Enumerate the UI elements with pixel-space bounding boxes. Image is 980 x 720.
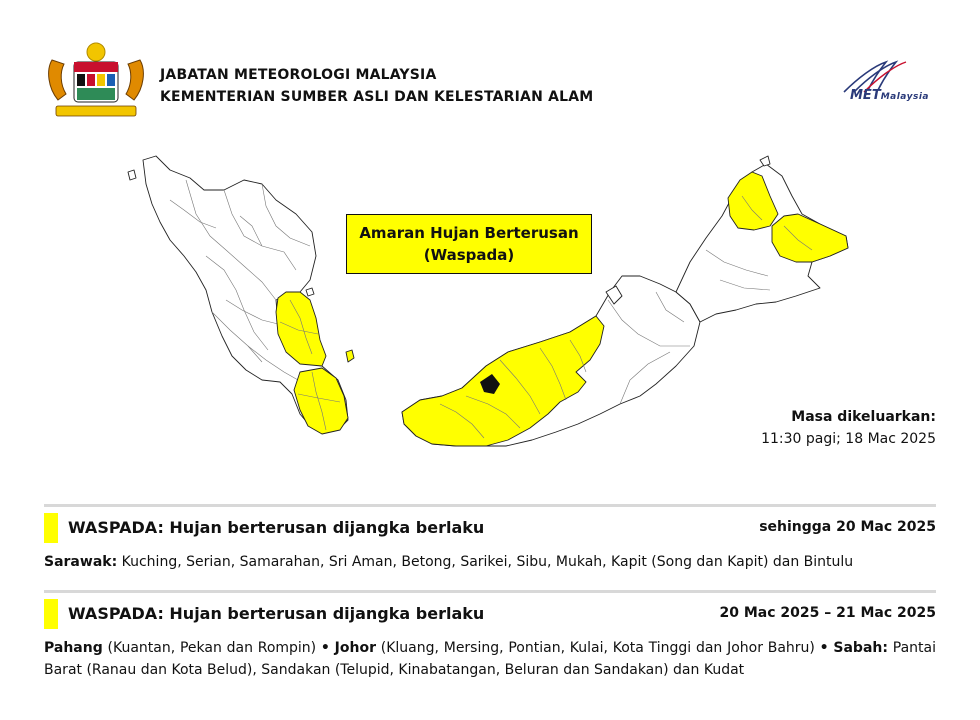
issued-time-value: 11:30 pagi; 18 Mac 2025 bbox=[761, 431, 936, 447]
state-name: Sarawak: bbox=[44, 554, 118, 570]
state-name: Pahang bbox=[44, 640, 103, 656]
waspada-color-marker bbox=[44, 599, 58, 629]
state-areas: (Kuantan, Pekan dan Rompin) bbox=[107, 640, 317, 656]
malaysia-coat-of-arms-icon bbox=[44, 40, 148, 120]
section-heading: WASPADA: Hujan berterusan dijangka berlaku bbox=[68, 518, 485, 537]
organization-name bbox=[160, 64, 593, 108]
warning-title-box bbox=[346, 214, 592, 274]
state-areas: Pantai Barat (Ranau dan Kota Belud), Sandakan (Telupid, Kinabatangan, Beluran dan Sandakan) dan Kudat bbox=[44, 640, 936, 678]
section-areas bbox=[44, 551, 936, 573]
section-divider bbox=[44, 504, 936, 507]
warning-title-line-1: Amaran Hujan Berterusan bbox=[359, 224, 579, 242]
separator-bullet: • bbox=[819, 640, 829, 656]
peninsular-malaysia bbox=[128, 156, 354, 434]
section-heading: WASPADA: Hujan berterusan dijangka berlaku bbox=[68, 604, 485, 623]
issued-time-label: Masa dikeluarkan: bbox=[791, 409, 936, 425]
state-name: Sabah: bbox=[833, 640, 888, 656]
issued-time bbox=[761, 406, 936, 450]
section-divider bbox=[44, 590, 936, 593]
warning-title-line-2: (Waspada) bbox=[423, 246, 515, 264]
section-date: sehingga 20 Mac 2025 bbox=[759, 519, 936, 535]
separator-bullet: • bbox=[320, 640, 330, 656]
section-date: 20 Mac 2025 – 21 Mac 2025 bbox=[719, 605, 936, 621]
state-name: Johor bbox=[334, 640, 376, 656]
state-areas: Kuching, Serian, Samarahan, Sri Aman, Betong, Sarikei, Sibu, Mukah, Kapit (Song dan Kapit) dan Bintulu bbox=[121, 554, 854, 570]
org-line-2: KEMENTERIAN SUMBER ASLI DAN KELESTARIAN ALAM bbox=[160, 89, 594, 105]
waspada-color-marker bbox=[44, 513, 58, 543]
east-malaysia bbox=[402, 156, 848, 446]
warning-section-2 bbox=[44, 590, 936, 681]
header bbox=[44, 40, 944, 120]
org-line-1: JABATAN METEOROLOGI MALAYSIA bbox=[160, 67, 437, 83]
met-wordmark-main: MET bbox=[850, 88, 881, 103]
met-wordmark-sub: Malaysia bbox=[880, 92, 929, 102]
section-areas bbox=[44, 637, 936, 681]
state-areas: (Kluang, Mersing, Pontian, Kulai, Kota Tinggi dan Johor Bahru) bbox=[380, 640, 815, 656]
warning-section-1 bbox=[44, 504, 936, 573]
met-malaysia-wordmark bbox=[850, 88, 929, 103]
